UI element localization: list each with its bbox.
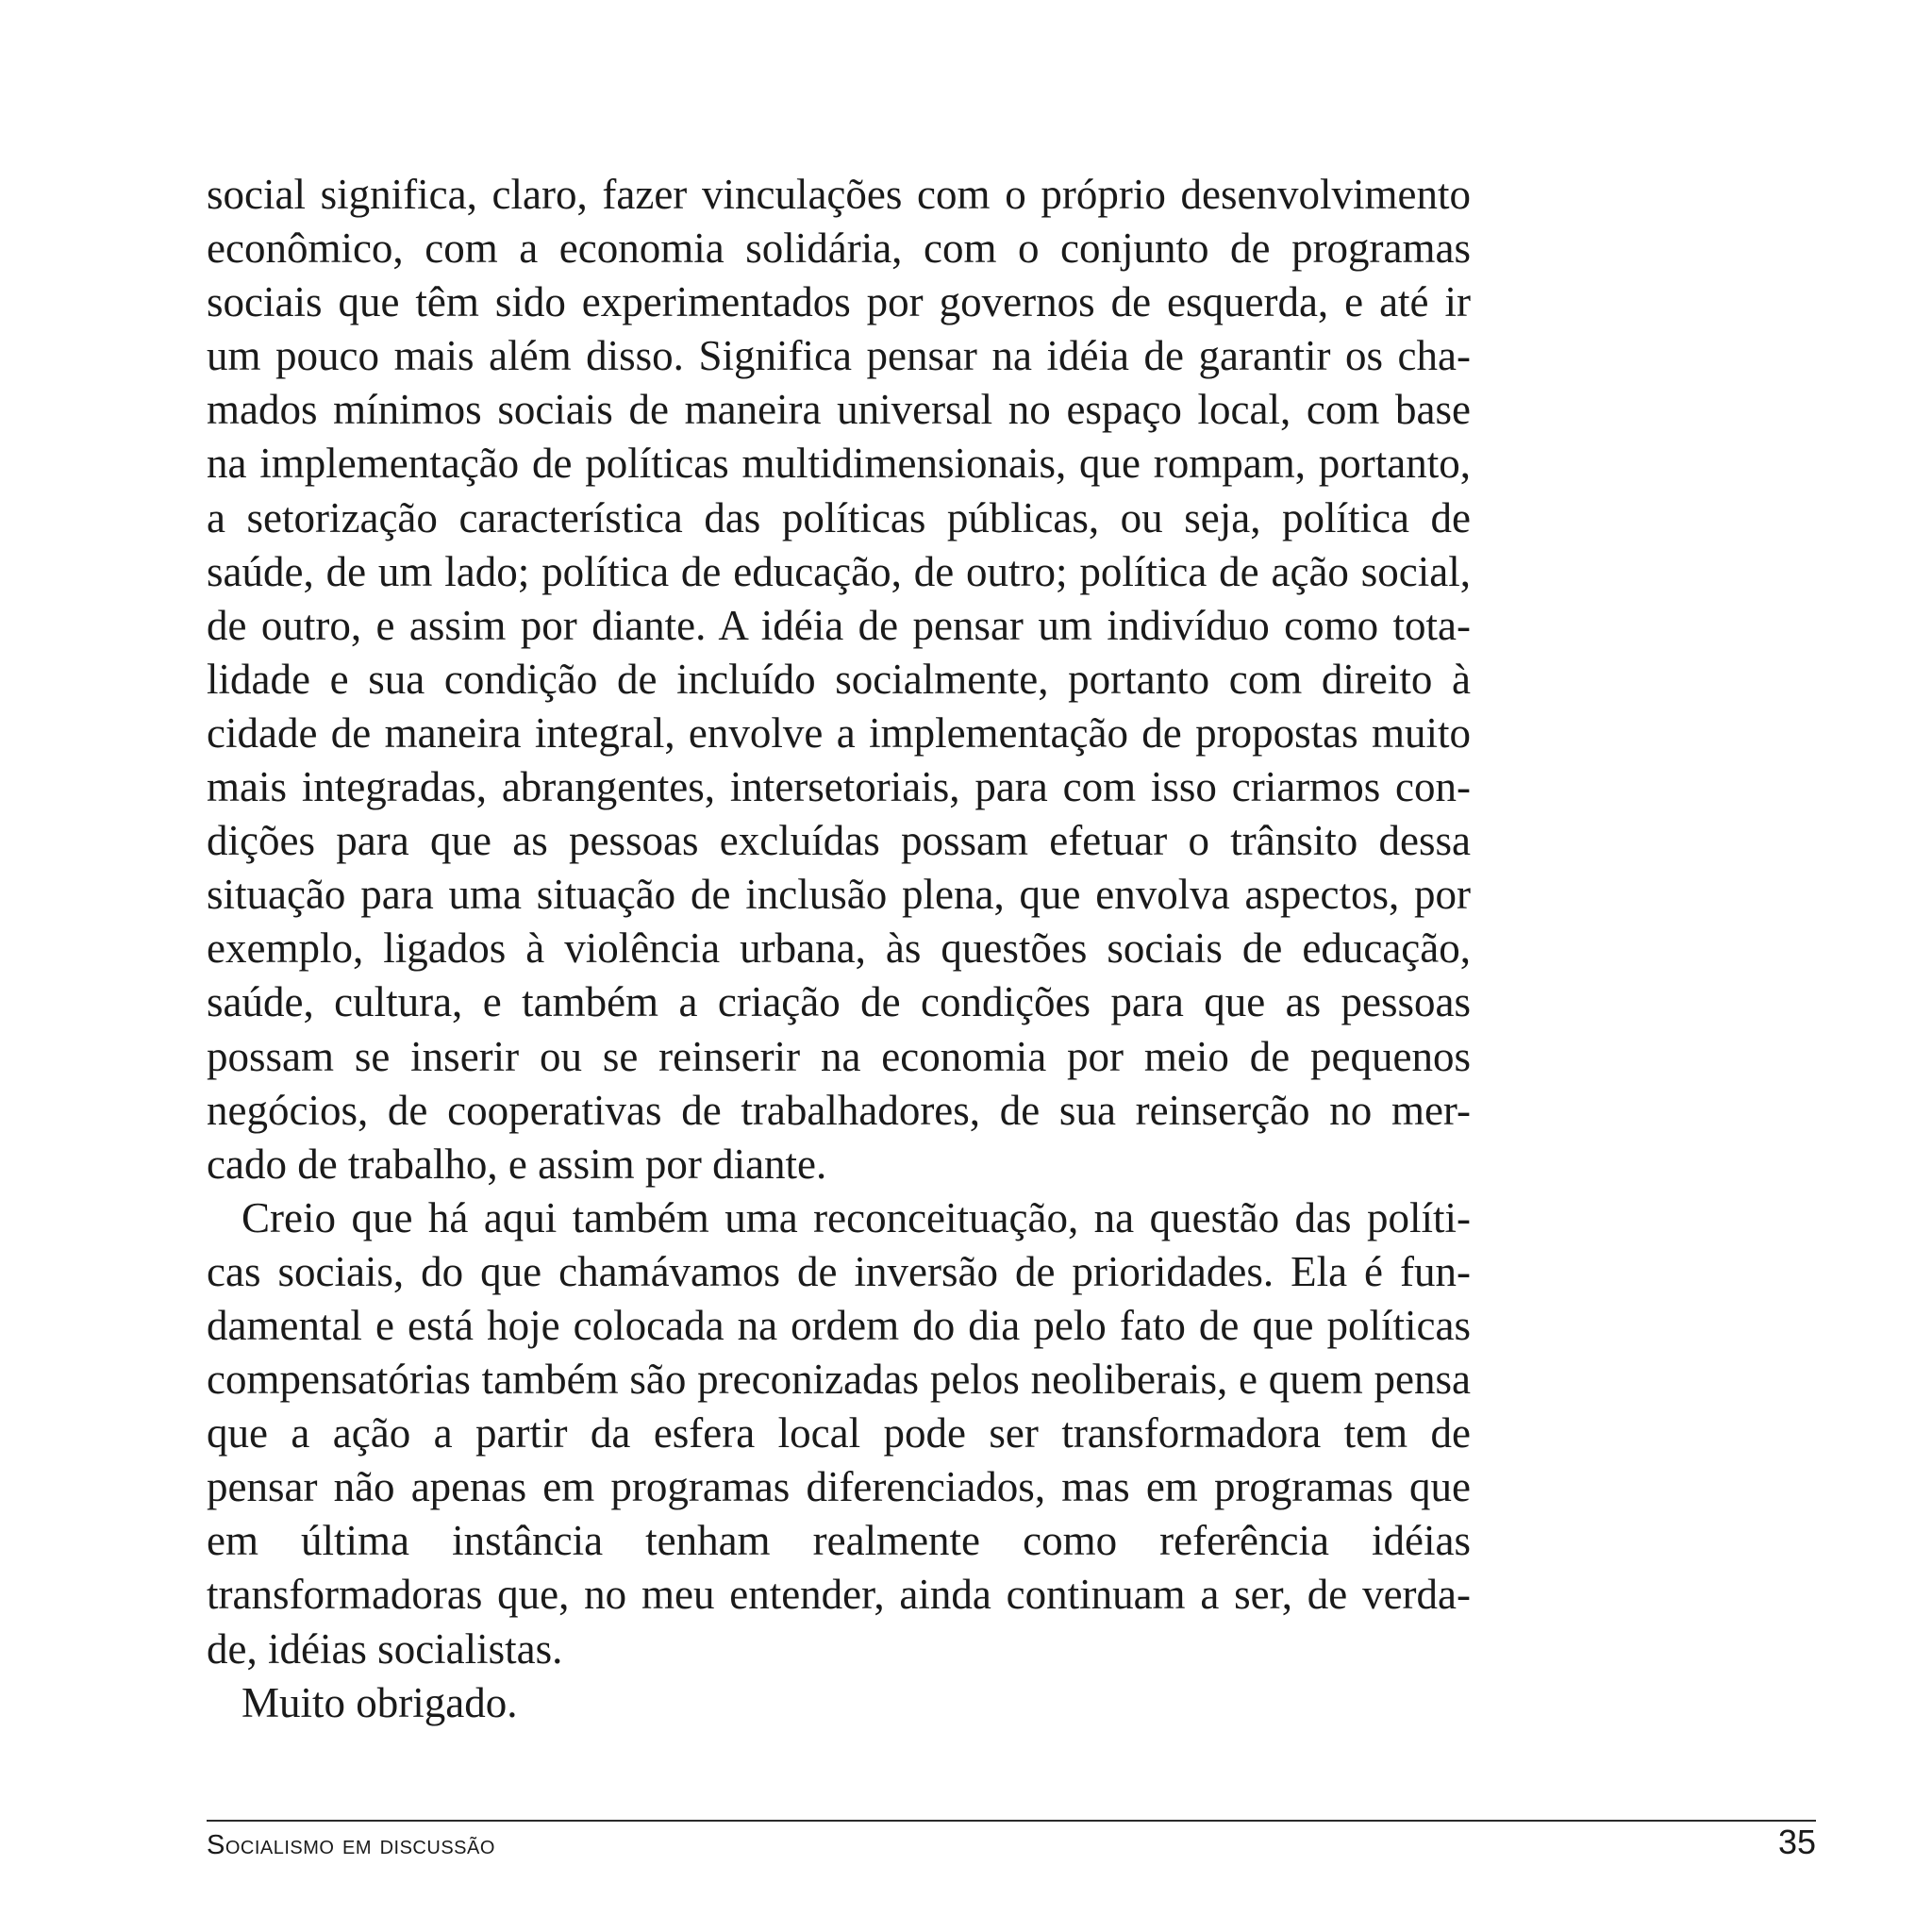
text-line: transformadoras que, no meu entender, ainda continuam a ser, de verda- <box>207 1571 1471 1619</box>
text-line: possam se inserir ou se reinserir na economia por meio de pequenos <box>207 1032 1471 1080</box>
text-line: lidade e sua condição de incluído socialmente, portanto com direito à <box>207 655 1471 703</box>
text-line: dições para que as pessoas excluídas possam efetuar o trânsito dessa <box>207 817 1471 865</box>
paragraph-1 <box>207 168 1471 1191</box>
text-line: que a ação a partir da esfera local pode ser transformadora tem de <box>207 1409 1471 1457</box>
paragraph-2 <box>207 1191 1471 1676</box>
text-line: exemplo, ligados à violência urbana, às questões sociais de educação, <box>207 924 1471 973</box>
text-line: Creio que há aqui também uma reconceituação, na questão das políti- <box>242 1193 1471 1241</box>
text-line: social significa, claro, fazer vinculações com o próprio desenvolvimento <box>207 171 1471 218</box>
page-number: 35 <box>1777 1823 1816 1861</box>
text-line: saúde, de um lado; política de educação, de outro; política de ação social, <box>207 547 1471 595</box>
text-line: mados mínimos sociais de maneira universal no espaço local, com base <box>207 386 1471 434</box>
body-text <box>207 168 1471 1730</box>
text-line: de outro, e assim por diante. A idéia de pensar um indivíduo como tota- <box>207 601 1471 649</box>
footer-rule <box>207 1820 1816 1822</box>
text-line: na implementação de políticas multidimensionais, que rompam, portanto, <box>207 440 1471 488</box>
text-line: a setorização característica das políticas públicas, ou seja, política de <box>207 493 1471 541</box>
text-line: mais integradas, abrangentes, intersetoriais, para com isso criarmos con- <box>207 763 1471 811</box>
running-footer-title: Socialismo em discussão <box>207 1830 495 1860</box>
closing-line: Muito obrigado. <box>242 1678 518 1726</box>
text-line: saúde, cultura, e também a criação de condições para que as pessoas <box>207 978 1471 1026</box>
text-line: cado de trabalho, e assim por diante. <box>207 1140 827 1188</box>
text-line: negócios, de cooperativas de trabalhadores, de sua reinserção no mer- <box>207 1086 1471 1134</box>
text-line: damental e está hoje colocada na ordem do dia pelo fato de que políticas <box>207 1301 1471 1349</box>
text-line: em última instância tenham realmente como referência idéias <box>207 1517 1471 1565</box>
text-line: sociais que têm sido experimentados por governos de esquerda, e até ir <box>207 278 1471 326</box>
text-line: cas sociais, do que chamávamos de inversão de prioridades. Ela é fun- <box>207 1247 1471 1295</box>
text-line: pensar não apenas em programas diferenciados, mas em programas que <box>207 1463 1471 1511</box>
text-line: cidade de maneira integral, envolve a implementação de propostas muito <box>207 708 1471 757</box>
text-line: de, idéias socialistas. <box>207 1624 563 1673</box>
text-line: um pouco mais além disso. Significa pensar na idéia de garantir os cha- <box>207 332 1471 380</box>
text-line: situação para uma situação de inclusão plena, que envolva aspectos, por <box>207 871 1471 919</box>
text-line: compensatórias também são preconizadas pelos neoliberais, e quem pensa <box>207 1356 1471 1404</box>
text-line: econômico, com a economia solidária, com o conjunto de programas <box>207 225 1471 273</box>
